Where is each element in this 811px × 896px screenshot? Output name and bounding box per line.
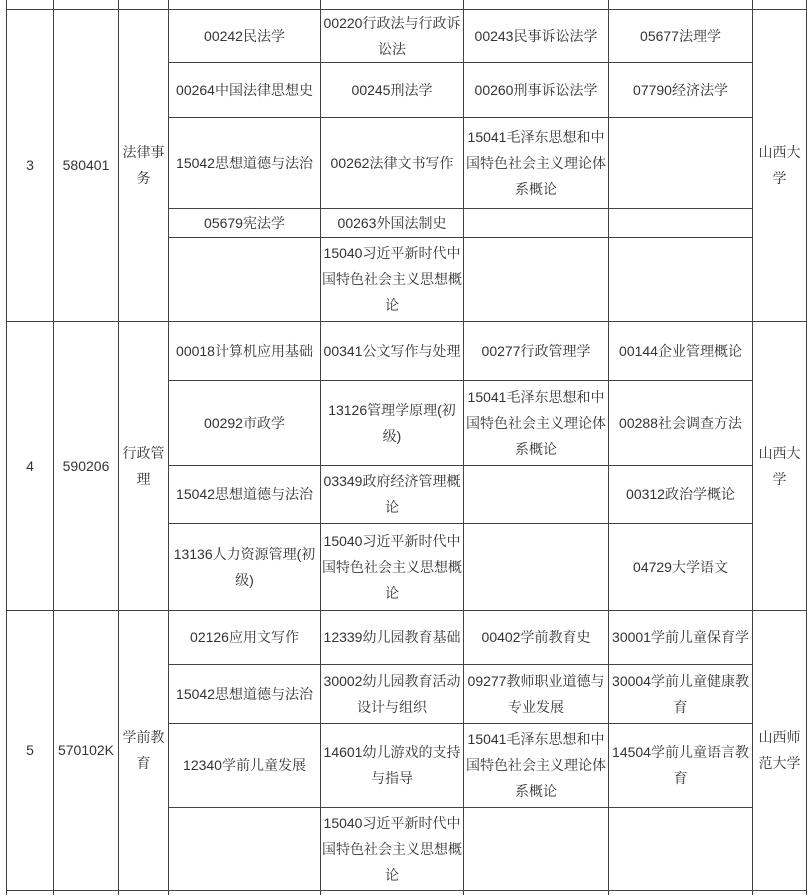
partial-row-top — [7, 0, 807, 9]
course-cell: 15042思想道德与法治 — [169, 465, 321, 523]
table-row — [7, 9, 807, 62]
course-cell: 30004学前儿童健康教育 — [609, 664, 753, 723]
major-name-cell: 行政管理 — [119, 321, 169, 610]
university-cell: 山西大学 — [753, 9, 807, 321]
empty-cell — [169, 890, 321, 895]
course-cell: 12339幼儿园教育基础 — [321, 610, 464, 664]
course-cell: 04729大学语文 — [609, 523, 753, 610]
course-cell: 00263外国法制史 — [321, 208, 464, 237]
course-cell: 00264中国法律思想史 — [169, 62, 321, 117]
empty-cell — [464, 0, 609, 9]
course-cell: 00277行政管理学 — [464, 321, 609, 380]
course-cell: 00243民事诉讼法学 — [464, 9, 609, 62]
empty-cell — [609, 890, 753, 895]
course-cell: 15040习近平新时代中国特色社会主义思想概论 — [321, 807, 464, 890]
empty-cell — [753, 890, 807, 895]
course-cell: 02126应用文写作 — [169, 610, 321, 664]
course-cell: 30002幼儿园教育活动设计与组织 — [321, 664, 464, 723]
course-cell: 15041毛泽东思想和中国特色社会主义理论体系概论 — [464, 380, 609, 465]
course-cell: 15041毛泽东思想和中国特色社会主义理论体系概论 — [464, 117, 609, 208]
major-code-cell: 570102K — [54, 610, 119, 890]
empty-cell — [169, 0, 321, 9]
empty-course-cell — [464, 807, 609, 890]
empty-cell — [54, 890, 119, 895]
empty-cell — [7, 890, 54, 895]
major-code-cell: 580401 — [54, 9, 119, 321]
course-cell: 15042思想道德与法治 — [169, 664, 321, 723]
empty-cell — [609, 0, 753, 9]
empty-course-cell — [609, 208, 753, 237]
major-name-cell: 法律事务 — [119, 9, 169, 321]
row-number-cell: 4 — [7, 321, 54, 610]
university-cell: 山西大学 — [753, 321, 807, 610]
course-cell: 15042思想道德与法治 — [169, 117, 321, 208]
course-cell: 05677法理学 — [609, 9, 753, 62]
empty-course-cell — [464, 523, 609, 610]
course-cell: 07790经济法学 — [609, 62, 753, 117]
course-cell: 12340学前儿童发展 — [169, 723, 321, 807]
empty-course-cell — [609, 807, 753, 890]
empty-cell — [54, 0, 119, 9]
empty-cell — [119, 0, 169, 9]
empty-cell — [321, 0, 464, 9]
course-cell: 00018计算机应用基础 — [169, 321, 321, 380]
empty-course-cell — [609, 117, 753, 208]
course-cell: 30001学前儿童保育学 — [609, 610, 753, 664]
table-row — [7, 321, 807, 380]
course-cell: 00341公文写作与处理 — [321, 321, 464, 380]
empty-course-cell — [464, 465, 609, 523]
course-cell: 15040习近平新时代中国特色社会主义思想概论 — [321, 237, 464, 321]
course-cell: 00292市政学 — [169, 380, 321, 465]
course-cell: 13136人力资源管理(初级) — [169, 523, 321, 610]
course-cell: 00402学前教育史 — [464, 610, 609, 664]
course-cell: 00312政治学概论 — [609, 465, 753, 523]
row-number-cell: 5 — [7, 610, 54, 890]
course-cell: 00260刑事诉讼法学 — [464, 62, 609, 117]
empty-course-cell — [169, 237, 321, 321]
course-cell: 15040习近平新时代中国特色社会主义思想概论 — [321, 523, 464, 610]
empty-cell — [753, 0, 807, 9]
course-cell: 15041毛泽东思想和中国特色社会主义理论体系概论 — [464, 723, 609, 807]
row-number-cell: 3 — [7, 9, 54, 321]
table-row — [7, 610, 807, 664]
course-cell: 05679宪法学 — [169, 208, 321, 237]
empty-cell — [7, 0, 54, 9]
partial-row-bottom — [7, 890, 807, 895]
empty-course-cell — [169, 807, 321, 890]
empty-course-cell — [464, 208, 609, 237]
empty-course-cell — [609, 237, 753, 321]
course-cell: 14601幼儿游戏的支持与指导 — [321, 723, 464, 807]
course-cell: 03349政府经济管理概论 — [321, 465, 464, 523]
course-cell: 00242民法学 — [169, 9, 321, 62]
empty-course-cell — [464, 237, 609, 321]
major-name-cell: 学前教育 — [119, 610, 169, 890]
university-cell: 山西师范大学 — [753, 610, 807, 890]
exam-schedule-table — [6, 0, 807, 895]
empty-cell — [119, 890, 169, 895]
course-cell: 00288社会调查方法 — [609, 380, 753, 465]
empty-cell — [464, 890, 609, 895]
major-code-cell: 590206 — [54, 321, 119, 610]
course-cell: 00262法律文书写作 — [321, 117, 464, 208]
empty-cell — [321, 890, 464, 895]
course-cell: 09277教师职业道德与专业发展 — [464, 664, 609, 723]
course-cell: 00245刑法学 — [321, 62, 464, 117]
course-cell: 14504学前儿童语言教育 — [609, 723, 753, 807]
course-cell: 13126管理学原理(初级) — [321, 380, 464, 465]
course-cell: 00220行政法与行政诉讼法 — [321, 9, 464, 62]
course-cell: 00144企业管理概论 — [609, 321, 753, 380]
